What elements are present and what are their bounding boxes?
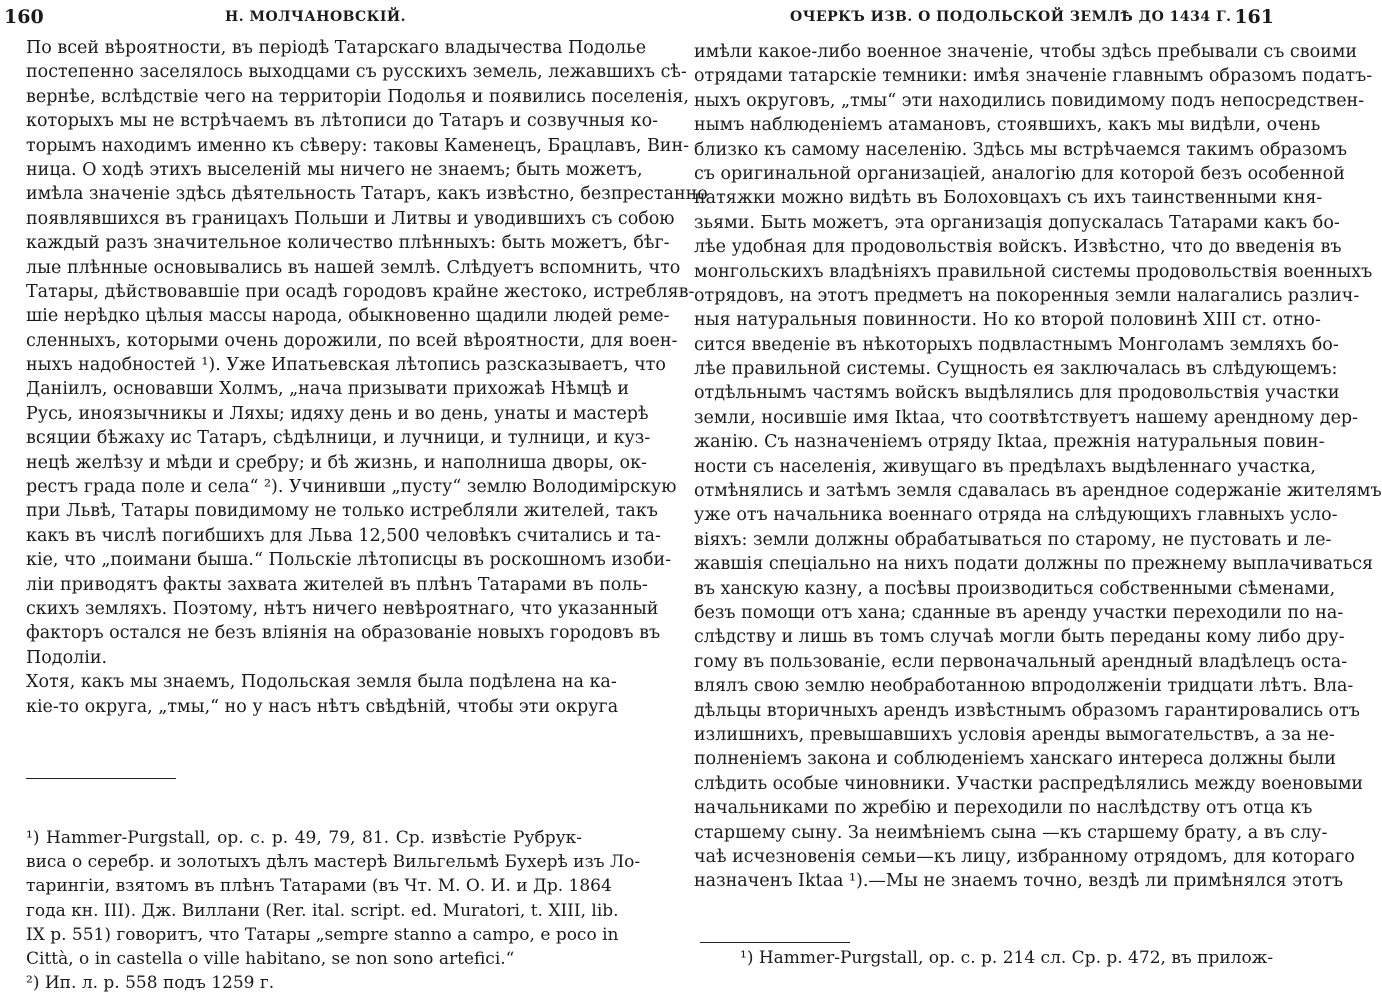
text-line: какъ въ числѣ погибшихъ для Льва 12,500 человѣкъ считались и та- <box>26 525 661 546</box>
text-line: монгольскихъ владѣніяхъ правильной системы продовольствія военныхъ <box>694 261 1373 282</box>
text-line: съ оригинальной организаціей, аналогію для которой безъ особенной <box>694 163 1345 184</box>
text-line: полненіемъ закона и соблюденіемъ ханскаго интереса должны были <box>694 749 1336 770</box>
right-page <box>640 0 1382 976</box>
text-line: близко къ самому населенію. Здѣсь мы встрѣчаемся такимъ образомъ <box>694 139 1347 160</box>
text-line: сленныхъ, которыми очень дорожили, по всей вѣроятности, для воен- <box>26 330 678 351</box>
text-line: торымъ находимъ именно къ сѣверу: таковы Каменецъ, Брацлавъ, Вин- <box>26 135 690 156</box>
text-line: отрядовъ, на этотъ предметъ на покоренныя земли налагались различ- <box>694 285 1360 306</box>
running-head-title: ОЧЕРКЪ ИЗВ. О ПОДОЛЬСКОЙ ЗЕМЛѢ ДО 1434 Г. <box>790 9 1232 25</box>
footnotes <box>26 826 641 995</box>
text-line: шіе нерѣдко цѣлыя массы народа, обыкновенно щадили людей реме- <box>26 306 670 327</box>
text-line: ности съ населенія, живущаго въ предѣлахъ выдѣленнаго участка, <box>694 456 1316 477</box>
text-line: земли, носившіе имя Iktaa, что соотвѣтствуетъ нашему арендному дер- <box>694 407 1359 428</box>
text-line: чаѣ исчезновенія семьи—къ лицу, избранному отрядомъ, для котораго <box>694 846 1355 867</box>
footnote-line: ¹) Hammer-Purgstall, op. c. p. 49, 79, 81. Ср. извѣстіе Рубрук- <box>26 828 582 848</box>
text-line: лѣе правильной системы. Сущность ея заключалась въ слѣдующемъ: <box>694 359 1338 380</box>
text-line: имѣли какое-либо военное значеніе, чтобы здѣсь пребывали съ своими <box>694 42 1358 62</box>
text-line: имѣла значеніе здѣсь дѣятельность Татаръ, какъ извѣстно, безпрестанно <box>26 184 708 205</box>
running-head <box>0 2 600 30</box>
footnote-line: ¹) Hammer-Purgstall, op. c. p. 214 сл. Ср. р. 472, въ прилож- <box>740 948 1274 968</box>
text-line: при Львѣ, Татары повидимому не только истребляли жителей, такъ <box>26 501 658 522</box>
text-line: начальниками по жребію и переходили по наслѣдству отъ отца къ <box>694 798 1313 819</box>
text-line: гому въ пользованіе, если первоначальный арендный владѣлецъ оста- <box>694 651 1348 672</box>
text-line: всяции бѣжаху ис Татаръ, сѣдѣлници, и лучници, и тулници, и куз- <box>26 428 651 449</box>
text-line: дѣльцы вторичныхъ арендъ извѣстнымъ образомъ гарантировались отъ <box>694 700 1360 721</box>
text-line: безъ помощи отъ хана; сданные въ аренду участки переходили по на- <box>694 602 1344 623</box>
text-line: сится введеніе въ нѣкоторыхъ подвластнымъ Монголамъ земляхъ бо- <box>694 334 1339 355</box>
page-number: 161 <box>1234 6 1274 28</box>
running-head <box>640 2 1280 30</box>
main-text <box>694 40 1382 894</box>
footnote-line: IX p. 551) говоритъ, что Татары „sempre stanno a campo, e poco in <box>26 924 619 945</box>
running-head-title: Н. МОЛЧАНОВСКІЙ. <box>225 9 407 25</box>
main-text <box>26 36 708 719</box>
text-line: жавшія спеціально на нихъ подати должны по прежнему выплачиваться <box>694 554 1374 575</box>
text-line: зьями. Быть можетъ, эта организація допускалась Татарами какъ бо- <box>694 212 1340 233</box>
text-line: Татары, дѣйствовавшіе при осадѣ городовъ крайне жестоко, истребляв- <box>26 281 695 302</box>
text-line: ныхъ надобностей ¹). Уже Ипатьевская лѣтопись разсказываетъ, что <box>26 355 666 376</box>
text-line: жанію. Съ назначеніемъ отряду Iktaa, прежнія натуральныя повин- <box>694 432 1325 453</box>
text-line: нымъ наблюденіемъ атамановъ, стоявшихъ, какъ мы видѣли, очень <box>694 115 1321 136</box>
text-line: нецѣ желѣзу и мѣди и сребру; и бѣ жизнь, и наполниша дворы, ок- <box>26 452 647 473</box>
footnotes <box>740 946 1274 970</box>
footnote-line: виса о серебр. и золотыхъ дѣлъ мастерѣ Вильгельмѣ Бухерѣ изъ Ло- <box>26 852 641 873</box>
page-number: 160 <box>4 6 44 28</box>
text-line: которыхъ мы не встрѣчаемъ въ лѣтописи до Татаръ и созвучныя ко- <box>26 111 659 132</box>
text-line: факторъ остался не безъ вліянія на образованіе новыхъ городовъ въ <box>26 623 661 644</box>
footnote-line: ²) Ип. л. р. 558 подъ 1259 г. <box>26 973 275 994</box>
text-line: ныя натуральныя повинности. Но ко второй половинѣ XIII ст. отно- <box>694 310 1321 331</box>
text-line: ліи приводятъ факты захвата жителей въ плѣнъ Татарами въ поль- <box>26 574 648 595</box>
text-line: старшему сыну. За неимѣніемъ сына —къ старшему брату, а въ слу- <box>694 822 1328 843</box>
text-line: рестъ града поле и села“ ²). Учинивши „пусту“ землю Володимірскую <box>26 477 677 498</box>
footnote-line: Città, o in castella o ville habitano, se non sono artefici.“ <box>26 948 515 969</box>
text-line: лѣе удобная для продовольствія войскъ. Извѣстно, что до введенія въ <box>694 237 1342 258</box>
text-line: уже отъ начальника военнаго отряда на слѣдующихъ главныхъ усло- <box>694 505 1338 526</box>
footnote-line: года кн. III). Дж. Виллани (Rer. ital. script. ed. Muratori, t. XIII, lib. <box>26 900 619 921</box>
text-line: постепенно заселялось выходцами съ русскихъ земель, лежавшихъ сѣ- <box>26 62 687 83</box>
text-line: натяжки можно видѣть въ Болоховцахъ съ ихъ таинственными кня- <box>694 188 1323 209</box>
text-line: слѣдить особые чиновники. Участки распредѣлялись между военовыми <box>694 773 1364 794</box>
text-line: По всей вѣроятности, въ періодѣ Татарскаго владычества Подолье <box>26 38 647 58</box>
text-line: появлявшихся въ границахъ Польши и Литвы и уводившихъ съ собою <box>26 208 675 229</box>
text-line: Подоліи. <box>26 647 108 668</box>
text-line: вернѣе, вслѣдствіе чего на территоріи Подолья и появились поселенія, <box>26 86 689 107</box>
text-line: излишнихъ, превышавшихъ условія аренды вымогательствъ, а за не- <box>694 724 1335 745</box>
text-line: слѣдству и лишь въ томъ случаѣ могли быть переданы кому либо дру- <box>694 627 1345 648</box>
footnote-line: тарингіи, взятомъ въ плѣнъ Татарами (въ Чт. М. О. И. и Др. 1864 <box>26 876 612 897</box>
text-line: Хотя, какъ мы знаемъ, Подольская земля была подѣлена на ка- <box>26 672 617 693</box>
text-line: Данiилъ, основавши Холмъ, „нача призывати прихожаѣ Нѣмцѣ и <box>26 379 630 400</box>
text-line: кіе, что „поимани быша.“ Польскіе лѣтописцы въ роскошномъ изоби- <box>26 550 672 571</box>
footnote-rule <box>26 778 176 779</box>
text-line: назначенъ Iktaa ¹).—Мы не знаемъ точно, вездѣ ли примѣнялся этотъ <box>694 871 1344 892</box>
text-line: влялъ свою землю необработанною впродолженіи тридцати лѣтъ. Вла- <box>694 676 1354 697</box>
text-line: ныхъ округовъ, „тмы“ эти находились повидимому подъ непосредствен- <box>694 90 1365 111</box>
text-line: въ ханскую казну, а посѣвы производиться собственными сѣменами, <box>694 578 1336 599</box>
text-line: віяхъ: земли должны обрабатываться по старому, не пустовать и ле- <box>694 529 1332 550</box>
text-line: ница. О ходѣ этихъ выселеній мы ничего не знаемъ; быть можетъ, <box>26 159 643 180</box>
text-line: каждый разъ значительное количество плѣнныхъ: быть можетъ, бѣг- <box>26 233 670 254</box>
text-line: отдѣльнымъ частямъ войскъ выдѣлялись для продовольствія участки <box>694 383 1340 404</box>
footnote-rule <box>700 942 850 943</box>
text-line: лые плѣнные основывались въ нашей землѣ. Слѣдуетъ вспомнить, что <box>26 257 681 278</box>
text-line: отмѣнялись и затѣмъ земля сдавалась въ арендное содержаніе жителямъ <box>694 481 1382 502</box>
text-line: отрядами татарскіе темники: имѣя значеніе главнымъ образомъ податъ- <box>694 66 1373 87</box>
text-line: кіе-то округа, „тмы,“ но у насъ нѣтъ свѣдѣній, чтобы эти округа <box>26 696 619 717</box>
text-line: скихъ земляхъ. Поэтому, нѣтъ ничего невѣроятнаго, что указанный <box>26 598 659 619</box>
text-line: Русь, иноязычникы и Ляхы; идяху день и во день, унаты и мастерѣ <box>26 403 649 424</box>
